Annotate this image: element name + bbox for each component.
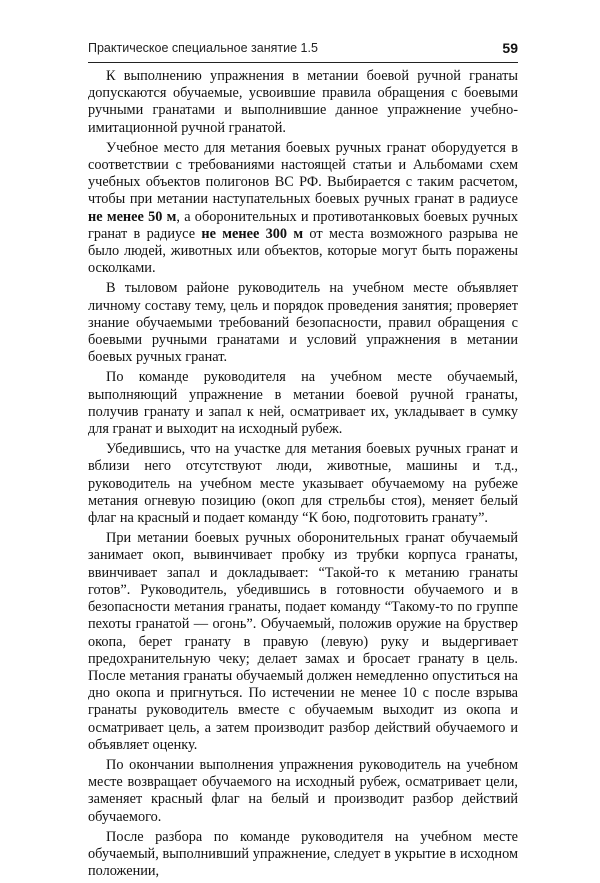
text-run: Учебное место для метания боевых ручных гранат оборудуется в соответствии с требованиями настоящей статьи и Альбомами схем учебных объектов полигонов ВС РФ. Выбирается с таким расчетом, чтобы при метании наступательных боевых ручных гранат в радиусе xyxy=(88,139,518,208)
paragraph: Убедившись, что на участке для метания боевых ручных гранат и вблизи него отсутствуют люди, животные, машины и т.д., руководитель на учебном месте указывает обучаемому на рубеже метания огневую позицию (окоп для стрельбы стоя), меняет белый флаг на красный и подает команду “К бою, подготовить гранату”. xyxy=(88,441,518,527)
running-header xyxy=(88,38,518,63)
running-title: Практическое специальное занятие 1.5 xyxy=(88,41,318,55)
paragraph xyxy=(88,140,518,278)
paragraph: К выполнению упражнения в метании боевой ручной гранаты допускаются обучаемые, усвоившие правила обращения с боевыми ручными гранатами и выполнившие данное упражнение учебно-имитационной ручной гранатой. xyxy=(88,68,518,136)
paragraph: После разбора по команде руководителя на учебном месте обучаемый, выполнивший упражнение, следует в укрытие в исходном положении, xyxy=(88,828,518,880)
page-number: 59 xyxy=(502,40,518,56)
paragraph: По окончании выполнения упражнения руководитель на учебном месте возвращает обучаемого на исходный рубеж, осматривает цели, заменяет красный флаг на белый и производит разбор действий обучаемого. xyxy=(88,756,518,825)
text-run: от места возможного разрыва не было людей, животных или объектов, которые могут быть поражены осколками. xyxy=(88,225,518,277)
paragraph: При метании боевых ручных оборонительных гранат обучаемый занимает окоп, вывинчивает пробку из трубки корпуса гранаты, ввинчивает запал и докладывает: “Такой-то к метанию гранаты готов”. Руководитель, убедившись в готовности обучаемого и в безопасности метания гранаты, подает команду “Такому-то по группе пехоты гранатой — огонь”. Обучаемый, положив оружие на бруствер окопа, берет гранату в правую (левую) руку и выдергивает предохранительную чеку; делает замах и бросает гранату в цель. После метания гранаты обучаемый должен немедленно опуститься на дно окопа и пригнуться. По истечении не менее 10 с после взрыва гранаты руководитель вместе с обучаемым выходит из окопа и осматривает цель, а затем производит разбор действий обучаемого и объявляет оценку. xyxy=(88,530,518,753)
bold-text: не менее 300 м xyxy=(201,225,304,242)
paragraph: В тыловом районе руководитель на учебном месте объявляет личному составу тему, цель и порядок проведения занятия; проверяет знание обучаемыми требований безопасности, правил обращения с боевыми ручными гранатами и условий упражнения в метании боевых ручных гранат. xyxy=(88,280,518,366)
body-text xyxy=(88,68,518,883)
text-run: , а оборонительных и противотанковых боевых ручных гранат в радиусе xyxy=(88,208,518,242)
paragraph: По команде руководителя на учебном месте обучаемый, выполняющий упражнение в метании боевой ручной гранаты, получив гранату и запал к ней, осматривает их, укладывает в сумку для гранат и выходит на исходный рубеж. xyxy=(88,369,518,438)
bold-text: не менее 50 м xyxy=(88,208,177,225)
